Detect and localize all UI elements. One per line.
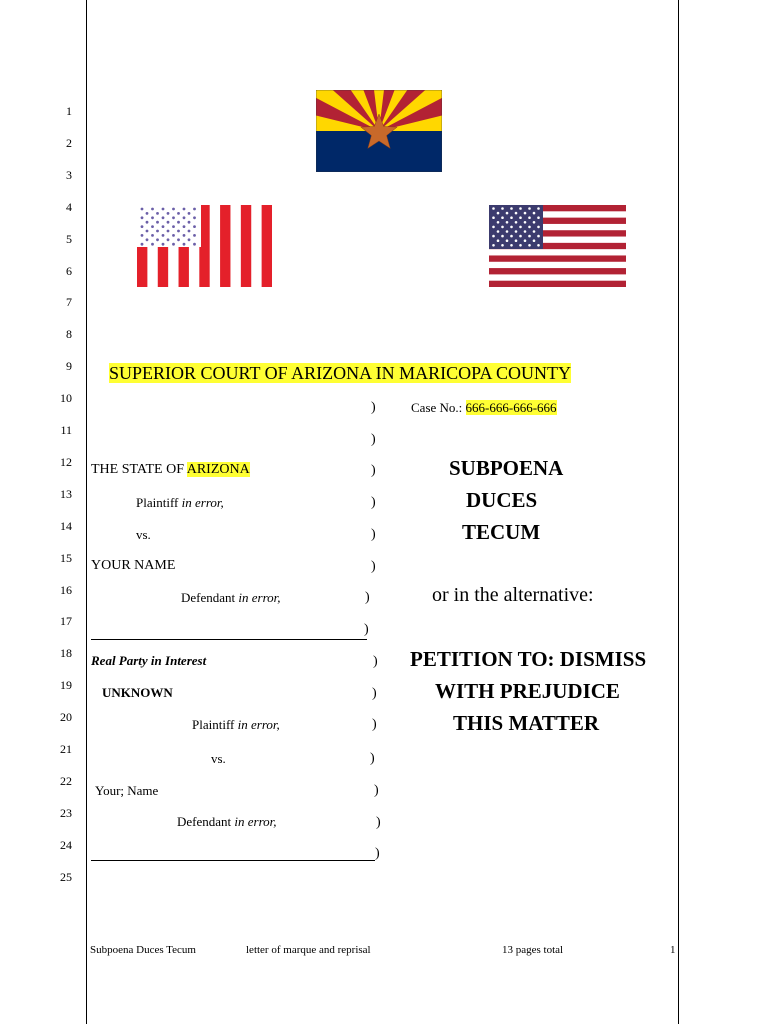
plaintiff-in-error-1 [136, 495, 224, 511]
line-number: 13 [60, 486, 72, 501]
footer-page-number: 1 [670, 944, 676, 956]
petition-line-2: WITH PREJUDICE [435, 679, 620, 703]
defendant-in-error-2 [177, 814, 277, 830]
case-number-label: Case No.: [411, 400, 466, 415]
line-number: 7 [66, 295, 72, 310]
line-number: 11 [60, 423, 72, 437]
caption-paren: ) [375, 846, 380, 861]
defendant-word: Defendant [177, 814, 235, 829]
in-error-text: in error, [237, 717, 280, 732]
line-number: 9 [66, 359, 72, 374]
footer-pages: 13 pages total [502, 944, 564, 956]
line-number: 21 [60, 742, 72, 756]
title-line-2: DUCES [466, 488, 538, 512]
left-margin-rule [86, 0, 87, 1024]
line-number: 23 [60, 805, 72, 820]
caption-paren: ) [372, 717, 377, 732]
plaintiff-in-error-2 [192, 717, 280, 733]
line-number: 1 [66, 104, 72, 118]
defendant-word: Defendant [181, 590, 239, 605]
line-number: 22 [60, 773, 72, 788]
line-number: 2 [66, 135, 72, 150]
court-heading-suffix: ARIZONA IN MARICOPA COUNTY [291, 363, 572, 383]
defendant-name-1: YOUR NAME [91, 558, 176, 573]
caption-divider-2 [91, 860, 375, 861]
arizona-flag-icon [316, 90, 442, 172]
state-name: ARIZONA [186, 462, 250, 477]
caption-paren: ) [370, 751, 375, 766]
in-error-text: in error, [181, 495, 224, 510]
caption-paren: ) [371, 432, 376, 447]
caption-divider-1 [91, 639, 367, 640]
vs-1: vs. [136, 527, 151, 542]
caption-paren: ) [371, 495, 376, 510]
civil-flag-icon [137, 205, 272, 287]
in-error-text: in error, [238, 590, 281, 605]
title-line-1: SUBPOENA [449, 456, 564, 480]
us-flag-icon [489, 205, 626, 287]
case-number-line [411, 400, 557, 416]
line-number: 10 [60, 391, 72, 406]
footer-left: Subpoena Duces Tecum [90, 944, 196, 956]
caption-paren: ) [364, 622, 369, 637]
state-prefix: THE STATE OF [91, 462, 187, 477]
line-number: 4 [66, 199, 72, 214]
in-error-text: in error, [234, 814, 277, 829]
caption-paren: ) [373, 654, 378, 669]
caption-paren: ) [371, 527, 376, 542]
plaintiff-word: Plaintiff [136, 495, 182, 510]
court-heading-prefix: SUPERIOR COURT OF [109, 363, 292, 383]
unknown-party: UNKNOWN [102, 685, 173, 700]
line-number: 5 [66, 231, 72, 246]
line-number: 14 [60, 518, 72, 533]
plaintiff-word: Plaintiff [192, 717, 238, 732]
defendant-name-2: Your; Name [95, 783, 159, 798]
caption-paren: ) [374, 783, 379, 798]
line-number: 25 [60, 869, 72, 884]
line-number: 17 [60, 614, 72, 629]
petition-line-3: THIS MATTER [453, 711, 600, 735]
line-number: 15 [60, 550, 72, 565]
line-number: 16 [60, 582, 72, 597]
line-number: 8 [66, 327, 72, 342]
alternative-text: or in the alternative: [432, 584, 594, 606]
court-heading [109, 363, 571, 383]
line-number: 12 [60, 454, 72, 469]
real-party-in-interest: Real Party in Interest [91, 653, 207, 668]
line-number: 18 [60, 646, 72, 661]
line-number: 6 [66, 263, 72, 278]
caption-paren: ) [371, 400, 376, 415]
line-number: 19 [60, 678, 72, 693]
line-number: 20 [60, 710, 72, 725]
caption-paren: ) [365, 590, 370, 605]
case-number-value: 666-666-666-666 [465, 400, 557, 415]
caption-paren: ) [371, 559, 376, 574]
title-line-3: TECUM [462, 520, 541, 544]
state-of-arizona [91, 462, 250, 478]
caption-paren: ) [372, 686, 377, 701]
line-number: 3 [66, 167, 72, 182]
vs-2: vs. [211, 751, 226, 766]
footer-middle: letter of marque and reprisal [246, 944, 371, 956]
line-number: 24 [60, 837, 72, 852]
caption-paren: ) [371, 463, 376, 478]
right-margin-rule [678, 0, 679, 1024]
petition-line-1: PETITION TO: DISMISS [410, 647, 647, 671]
defendant-in-error-1 [181, 590, 281, 606]
caption-paren: ) [376, 815, 381, 830]
